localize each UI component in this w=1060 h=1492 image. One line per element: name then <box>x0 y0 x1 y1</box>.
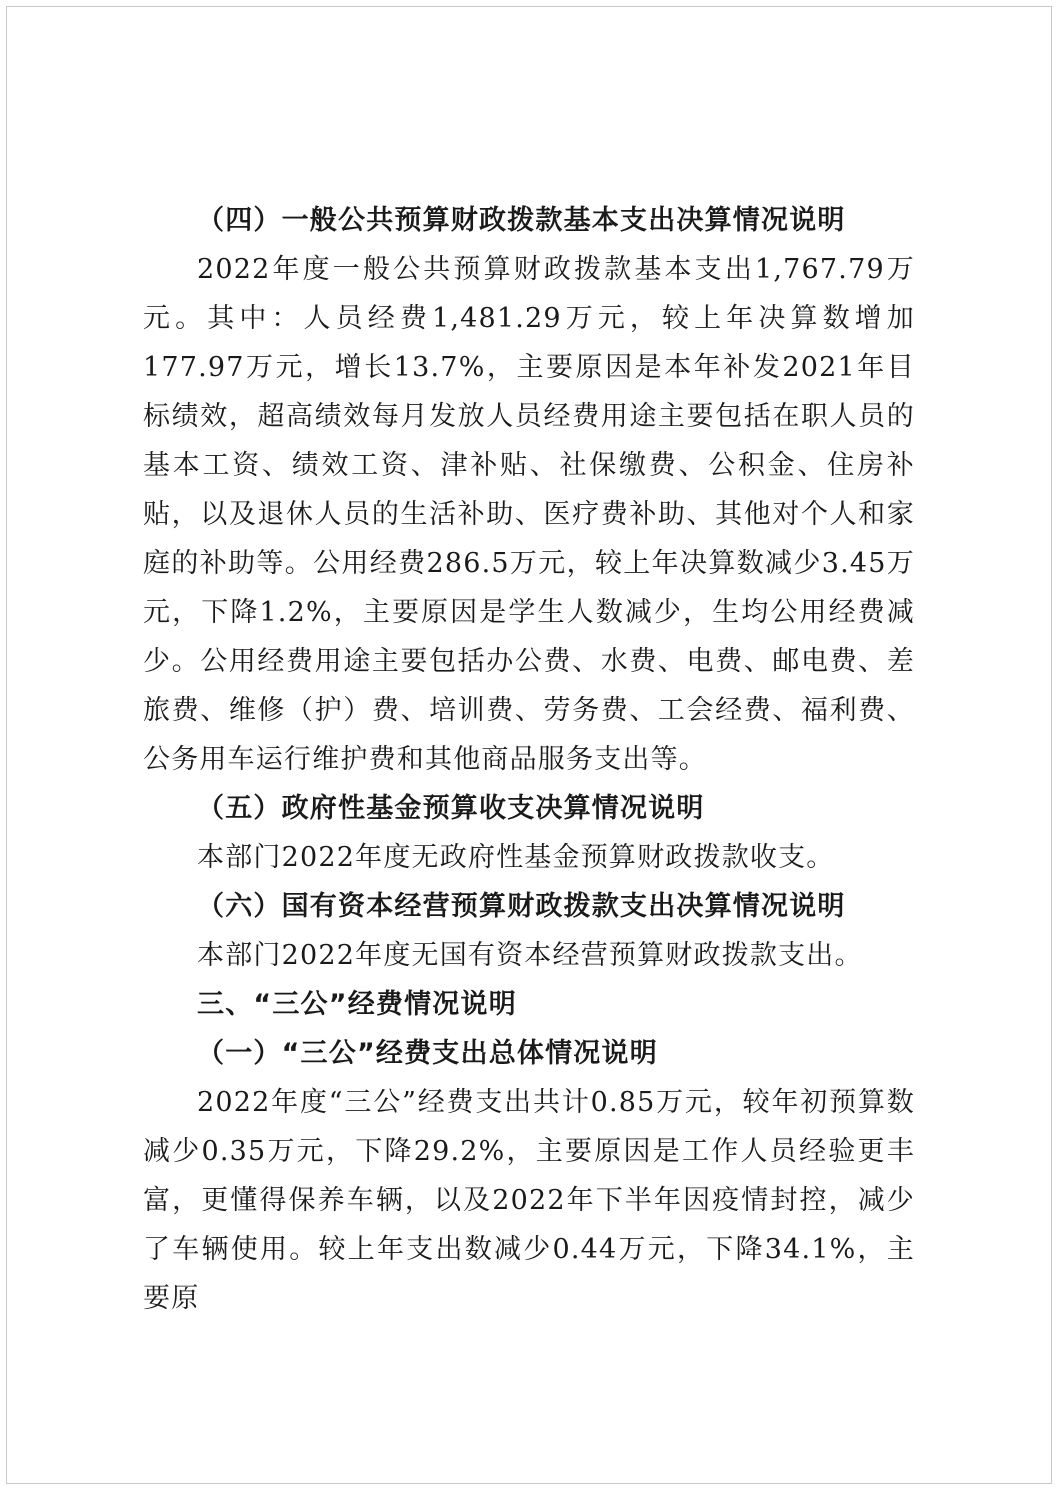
section-heading-4: （四）一般公共预算财政拨款基本支出决算情况说明 <box>197 205 846 236</box>
section-paragraph-5: 本部门2022年度无政府性基金预算财政拨款收支。 <box>197 842 835 873</box>
section-heading-3-1: （一）“三公”经费支出总体情况说明 <box>197 1038 658 1069</box>
section-paragraph-3-1: 2022年度“三公”经费支出共计0.85万元，较年初预算数减少0.35万元，下降29.2%，主要原因是工作人员经验更丰富，更懂得保养车辆，以及2022年下半年因疫情封控，减少了车辆使用。较上年支出数减少0.44万元，下降34.1%，主要原 <box>143 1087 915 1314</box>
section-paragraph-6: 本部门2022年度无国有资本经营预算财政拨款支出。 <box>197 940 863 971</box>
section-heading-5: （五）政府性基金预算收支决算情况说明 <box>197 793 705 824</box>
chapter-heading-3: 三、“三公”经费情况说明 <box>197 989 517 1020</box>
section-heading-6: （六）国有资本经营预算财政拨款支出决算情况说明 <box>197 891 846 922</box>
section-paragraph-4: 2022年度一般公共预算财政拨款基本支出1,767.79万元。其中：人员经费1,481.29万元，较上年决算数增加177.97万元，增长13.7%，主要原因是本年补发2021年目标绩效，超高绩效每月发放人员经费用途主要包括在职人员的基本工资、绩效工资、津补贴、社保缴费、公积金、住房补贴，以及退休人员的生活补助、医疗费补助、其他对个人和家庭的补助等。公用经费286.5万元，较上年决算数减少3.45万元，下降1.2%，主要原因是学生人数减少，生均公用经费减少。公用经费用途主要包括办公费、水费、电费、邮电费、差旅费、维修（护）费、培训费、劳务费、工会经费、福利费、公务用车运行维护费和其他商品服务支出等。 <box>143 254 915 775</box>
document-body <box>143 196 915 1323</box>
